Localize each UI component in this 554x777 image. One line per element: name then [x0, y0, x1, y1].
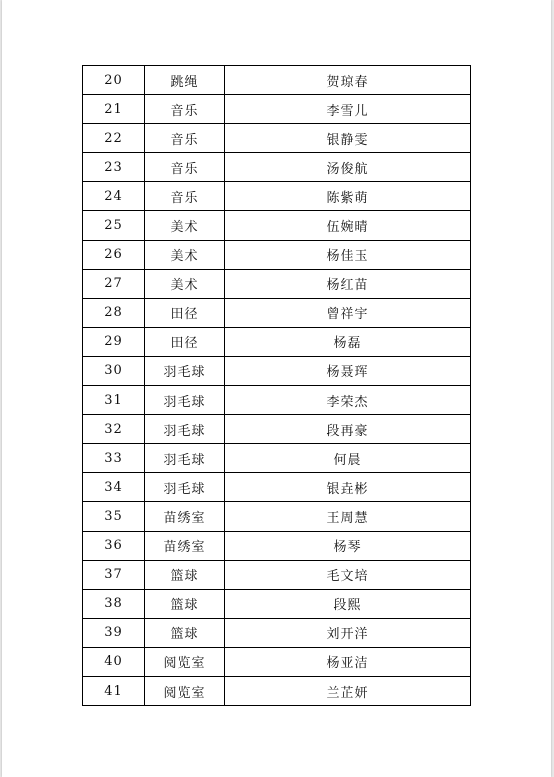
student-name-cell: 汤俊航: [225, 153, 471, 182]
activity-cell: 羽毛球: [145, 473, 225, 502]
row-number-cell: 29: [83, 327, 145, 356]
student-name-cell: 段熙: [225, 589, 471, 618]
student-name-cell: 伍婉晴: [225, 211, 471, 240]
table-row: [83, 240, 471, 269]
row-number-cell: 20: [83, 66, 145, 95]
activity-cell: 羽毛球: [145, 386, 225, 415]
student-name-cell: 李荣杰: [225, 386, 471, 415]
student-name-cell: 兰芷妍: [225, 676, 471, 705]
activity-cell: 篮球: [145, 618, 225, 647]
activity-cell: 篮球: [145, 589, 225, 618]
table-row: [83, 589, 471, 618]
activity-cell: 羽毛球: [145, 415, 225, 444]
activity-cell: 美术: [145, 269, 225, 298]
activity-cell: 篮球: [145, 560, 225, 589]
student-name-cell: 银垚彬: [225, 473, 471, 502]
activity-cell: 田径: [145, 327, 225, 356]
row-number-cell: 32: [83, 415, 145, 444]
student-name-cell: 何晨: [225, 444, 471, 473]
student-name-cell: 王周慧: [225, 502, 471, 531]
activity-cell: 音乐: [145, 182, 225, 211]
table-row: [83, 647, 471, 676]
row-number-cell: 30: [83, 356, 145, 385]
activity-cell: 苗绣室: [145, 502, 225, 531]
activity-cell: 跳绳: [145, 66, 225, 95]
student-name-cell: 贺琼春: [225, 66, 471, 95]
table-row: [83, 153, 471, 182]
student-name-cell: 毛文培: [225, 560, 471, 589]
row-number-cell: 41: [83, 676, 145, 705]
table-row: [83, 269, 471, 298]
row-number-cell: 22: [83, 124, 145, 153]
student-name-cell: 银静雯: [225, 124, 471, 153]
activity-cell: 阅览室: [145, 647, 225, 676]
row-number-cell: 33: [83, 444, 145, 473]
table-row: [83, 502, 471, 531]
activity-cell: 音乐: [145, 124, 225, 153]
row-number-cell: 27: [83, 269, 145, 298]
activity-cell: 音乐: [145, 153, 225, 182]
activity-cell: 美术: [145, 240, 225, 269]
table-row: [83, 444, 471, 473]
table-row: [83, 618, 471, 647]
table-row: [83, 676, 471, 705]
row-number-cell: 21: [83, 95, 145, 124]
activity-cell: 羽毛球: [145, 444, 225, 473]
student-name-cell: 李雪儿: [225, 95, 471, 124]
row-number-cell: 31: [83, 386, 145, 415]
row-number-cell: 39: [83, 618, 145, 647]
activity-cell: 阅览室: [145, 676, 225, 705]
row-number-cell: 36: [83, 531, 145, 560]
row-number-cell: 26: [83, 240, 145, 269]
row-number-cell: 37: [83, 560, 145, 589]
student-name-cell: 陈紫萌: [225, 182, 471, 211]
activity-cell: 音乐: [145, 95, 225, 124]
student-name-cell: 杨亚洁: [225, 647, 471, 676]
student-name-cell: 杨琴: [225, 531, 471, 560]
table-row: [83, 298, 471, 327]
row-number-cell: 28: [83, 298, 145, 327]
activity-cell: 苗绣室: [145, 531, 225, 560]
table-row: [83, 211, 471, 240]
table-row: [83, 531, 471, 560]
table-row: [83, 182, 471, 211]
table-row: [83, 327, 471, 356]
activity-cell: 美术: [145, 211, 225, 240]
row-number-cell: 38: [83, 589, 145, 618]
table-row: [83, 473, 471, 502]
document-page: [2, 0, 551, 777]
roster-table-body: [83, 66, 471, 706]
row-number-cell: 24: [83, 182, 145, 211]
table-row: [83, 95, 471, 124]
student-name-cell: 曾祥宇: [225, 298, 471, 327]
table-row: [83, 66, 471, 95]
table-row: [83, 415, 471, 444]
table-row: [83, 386, 471, 415]
student-name-cell: 段再豪: [225, 415, 471, 444]
student-name-cell: 杨磊: [225, 327, 471, 356]
table-row: [83, 560, 471, 589]
table-row: [83, 356, 471, 385]
row-number-cell: 34: [83, 473, 145, 502]
row-number-cell: 25: [83, 211, 145, 240]
student-name-cell: 杨红苗: [225, 269, 471, 298]
student-name-cell: 刘开洋: [225, 618, 471, 647]
activity-cell: 羽毛球: [145, 356, 225, 385]
row-number-cell: 35: [83, 502, 145, 531]
student-name-cell: 杨聂珲: [225, 356, 471, 385]
table-row: [83, 124, 471, 153]
roster-table: [82, 65, 471, 706]
row-number-cell: 40: [83, 647, 145, 676]
student-name-cell: 杨佳玉: [225, 240, 471, 269]
activity-cell: 田径: [145, 298, 225, 327]
row-number-cell: 23: [83, 153, 145, 182]
